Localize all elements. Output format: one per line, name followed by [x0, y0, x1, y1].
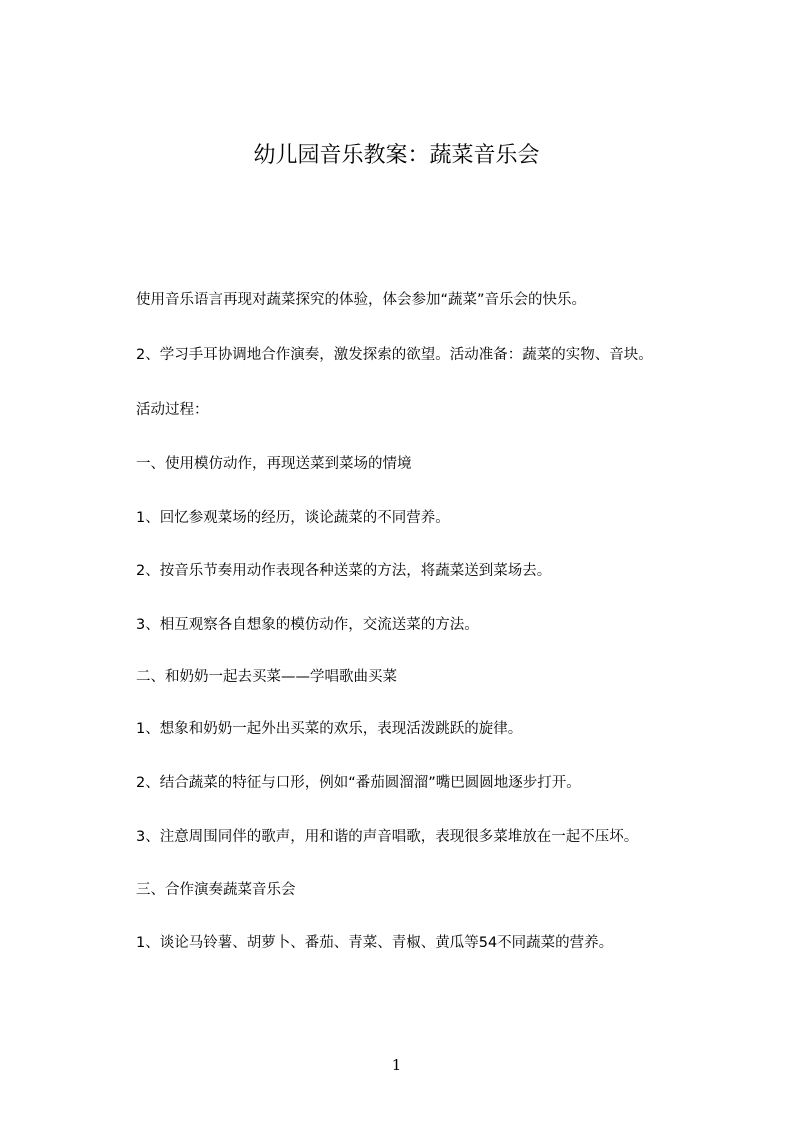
paragraph-1-1: 1、回忆参观菜场的经历，谈论蔬菜的不同营养。 — [136, 510, 450, 526]
paragraph-2-1: 1、想象和奶奶一起外出买菜的欢乐，表现活泼跳跃的旋律。 — [136, 721, 523, 737]
paragraph-3-1: 1、谈论马铃薯、胡萝卜、番茄、青菜、青椒、黄瓜等54不同蔬菜的营养。 — [136, 935, 614, 951]
paragraph-goal-2: 2、学习手耳协调地合作演奏，激发探索的欲望。活动准备：蔬菜的实物、音块。 — [136, 347, 653, 363]
page-number: 1 — [391, 1056, 402, 1074]
paragraph-2-2: 2、结合蔬菜的特征与口形，例如“番茄圆溜溜”嘴巴圆圆地逐步打开。 — [136, 775, 581, 791]
section-heading-2: 二、和奶奶一起去买菜——学唱歌曲买菜 — [136, 669, 397, 685]
paragraph-1-2: 2、按音乐节奏用动作表现各种送菜的方法，将蔬菜送到菜场去。 — [136, 563, 552, 579]
paragraph-intro: 使用音乐语言再现对蔬菜探究的体验，体会参加“蔬菜”音乐会的快乐。 — [136, 292, 587, 308]
document-title: 幼儿园音乐教案：蔬菜音乐会 — [253, 143, 540, 168]
paragraph-2-3: 3、注意周围同伴的歌声，用和谐的声音唱歌，表现很多菜堆放在一起不压坏。 — [136, 829, 639, 845]
section-heading-3: 三、合作演奏蔬菜音乐会 — [136, 882, 296, 898]
paragraph-process-heading: 活动过程： — [136, 402, 209, 418]
paragraph-1-3: 3、相互观察各自想象的模仿动作，交流送菜的方法。 — [136, 617, 479, 633]
section-heading-1: 一、使用模仿动作，再现送菜到菜场的情境 — [136, 456, 412, 472]
